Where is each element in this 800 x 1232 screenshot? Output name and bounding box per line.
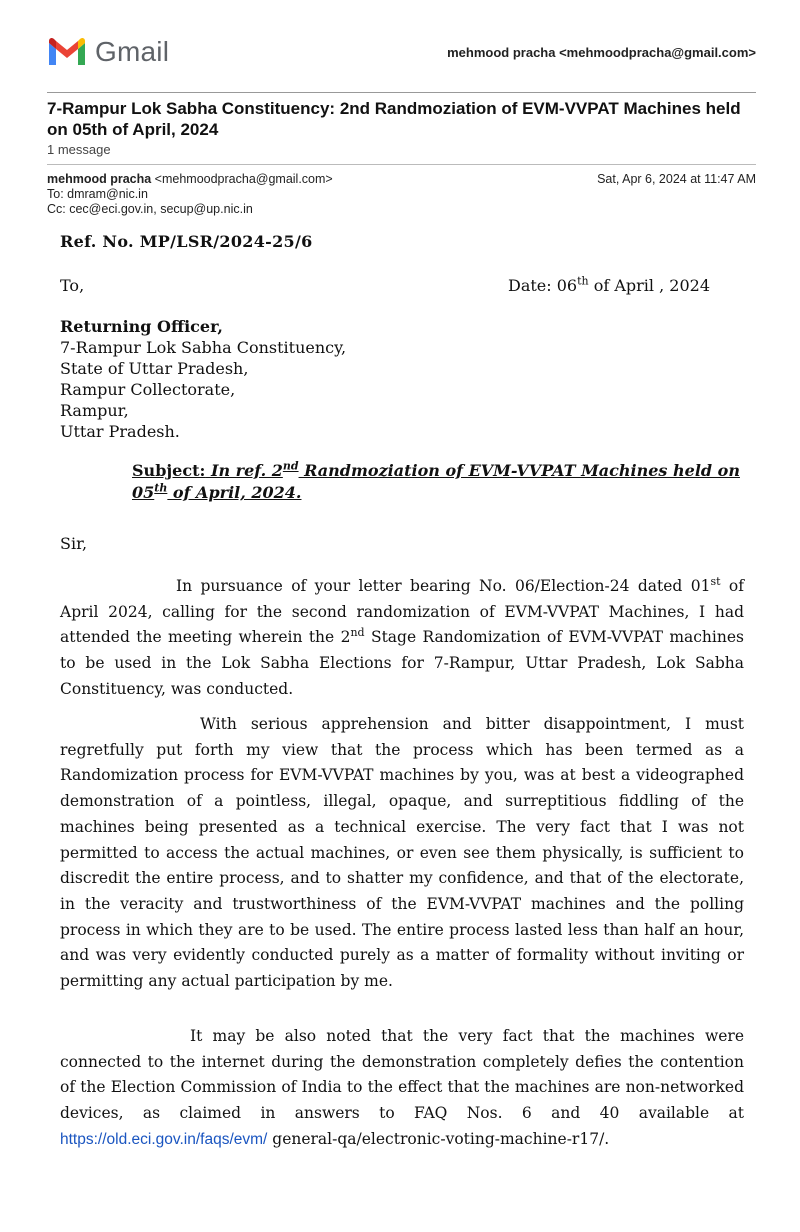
sender [47,172,333,187]
address-line: 7-Rampur Lok Sabha Constituency, [60,338,347,357]
address-officer: Returning Officer, [60,317,223,336]
message-timestamp: Sat, Apr 6, 2024 at 11:47 AM [597,172,756,186]
gmail-header [47,32,756,72]
salutation: Sir, [60,534,88,553]
gmail-logo-icon [47,37,87,67]
recipient-address [60,316,346,442]
sender-name: mehmood pracha [47,172,152,186]
gmail-brand [47,36,169,68]
sender-email: <mehmoodpracha@gmail.com> [154,172,333,186]
message-meta [47,172,756,217]
recipient-to: To: dmram@nic.in [47,187,148,201]
paragraph-3: It may be also noted that the very fact that the machines were connected to the internet during the demonstration completely defies the contention of the Election Commission of India to the effect that the machines are non-networked devices, as claimed in answers to FAQ Nos. 6 and 40 available at https://old.eci.gov.in/faqs/evm/ general-qa/electronic-voting-machine-r17/. [60,1027,744,1148]
faq-link[interactable]: https://old.eci.gov.in/faqs/evm/ [60,1130,268,1148]
thread-subject: 7-Rampur Lok Sabha Constituency: 2nd Randmoziation of EVM-VVPAT Machines held on 05th of April, 2024 [47,99,741,139]
reference-number: Ref. No. MP/LSR/2024-25/6 [60,232,313,251]
subject-label: Subject: [132,461,206,480]
address-line: State of Uttar Pradesh, [60,359,249,378]
paragraph-1: In pursuance of your letter bearing No. 06/Election-24 dated 01st of April 2024, calling for the second randomization of EVM-VVPAT Machines, I had attended the meeting wherein the 2nd Stage Randomization of EVM-VVPAT machines to be used in the Lok Sabha Elections for 7-Rampur, Uttar Pradesh, Lok Sabha Constituency, was conducted. [60,574,744,698]
header-divider [47,92,756,93]
address-line: Uttar Pradesh. [60,422,180,441]
address-line: Rampur Collectorate, [60,380,236,399]
recipient-cc: Cc: cec@eci.gov.in, secup@up.nic.in [47,202,253,216]
letter-to: To, [60,276,85,295]
letter-date: Date: 06th of April , 2024 [508,274,711,295]
address-line: Rampur, [60,401,129,420]
gmail-wordmark: Gmail [95,36,170,67]
message-count: 1 message [47,142,111,157]
account-identity: mehmood pracha <mehmoodpracha@gmail.com> [447,44,756,60]
letter-subject: Subject: In ref. 2nd Randmoziation of EVM-VVPAT Machines held on 05th of April, 2024. [132,459,740,502]
subject-divider [47,164,756,165]
paragraph-2: With serious apprehension and bitter disappointment, I must regretfully put forth my view that the process which has been termed as a Randomization process for EVM-VVPAT machines by you, was at best a videographed demonstration of a pointless, illegal, opaque, and surreptitious fiddling of the machines being presented as a technical exercise. The very fact that I was not permitted to access the actual machines, or even see them physically, is sufficient to discredit the entire process, and to shatter my confidence, and that of the electorate, in the veracity and trustworthiness of the EVM-VVPAT machines and the polling process in which they are to be used. The entire process lasted less than half an hour, and was very evidently conducted purely as a matter of formality without inviting or permitting any actual participation by me. [60,715,744,991]
